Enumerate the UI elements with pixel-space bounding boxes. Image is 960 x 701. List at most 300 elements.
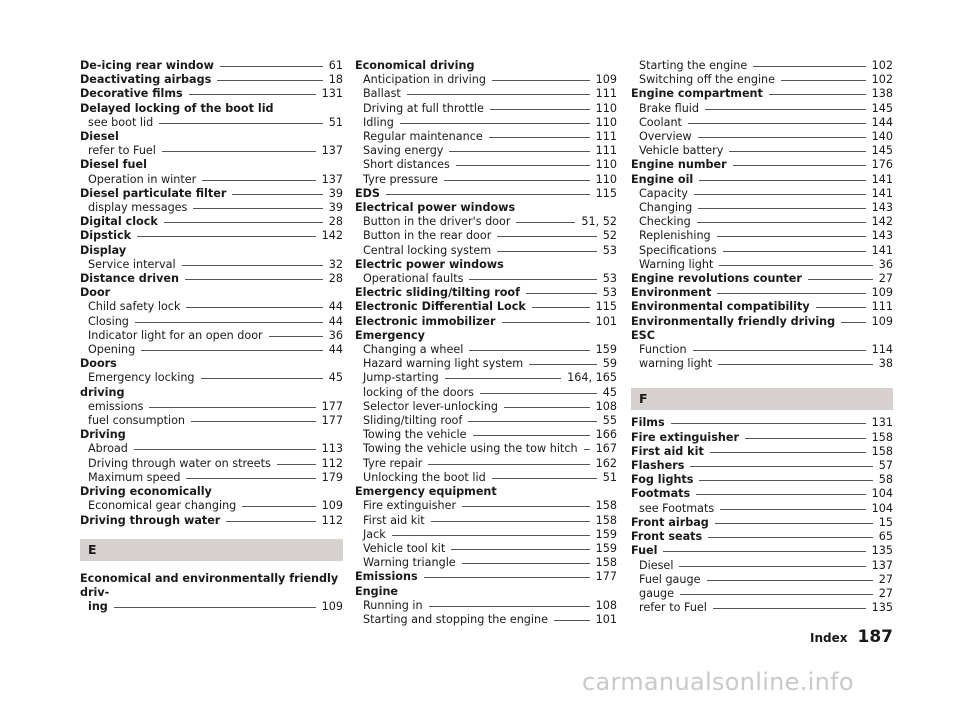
page-reference[interactable]: 39: [328, 201, 343, 215]
page-reference[interactable]: 112: [321, 513, 343, 527]
page-reference[interactable]: 109: [321, 499, 343, 513]
index-subentry[interactable]: [355, 371, 617, 385]
dot-leader: [186, 307, 322, 308]
dot-leader: [753, 66, 865, 67]
dot-leader: [717, 236, 866, 237]
index-subentry-title: warning light: [639, 357, 713, 371]
index-subentry[interactable]: [631, 258, 893, 272]
index-subentry-title: Service interval: [88, 257, 176, 271]
footer-section-label: Index: [810, 631, 848, 645]
index-entry[interactable]: [80, 59, 343, 73]
index-subentry[interactable]: [631, 215, 893, 229]
index-subentry[interactable]: [80, 414, 343, 428]
dot-leader: [841, 322, 866, 323]
index-subentry[interactable]: [631, 587, 893, 601]
index-subentry[interactable]: [631, 102, 893, 116]
page-reference[interactable]: 45: [602, 385, 617, 399]
index-entry[interactable]: [80, 215, 343, 229]
page-reference[interactable]: 104: [871, 487, 893, 501]
index-subentry[interactable]: [80, 457, 343, 471]
index-subentry[interactable]: [355, 272, 617, 286]
page-reference[interactable]: 111: [595, 144, 617, 158]
index-entry[interactable]: [80, 229, 343, 243]
index-subentry[interactable]: [80, 144, 343, 158]
dot-leader: [690, 466, 872, 467]
dot-leader: [429, 606, 590, 607]
index-subentry[interactable]: [355, 87, 617, 101]
page-reference[interactable]: 162: [595, 456, 617, 470]
index-subentry[interactable]: [355, 442, 617, 456]
index-subentry[interactable]: [355, 414, 617, 428]
index-subentry-title: Fire extinguisher: [363, 499, 457, 513]
index-entry[interactable]: [631, 315, 893, 329]
index-subentry-title: Operational faults: [363, 272, 464, 286]
index-subentry[interactable]: [355, 343, 617, 357]
index-subentry[interactable]: [355, 116, 617, 130]
page-reference[interactable]: 109: [321, 600, 343, 614]
index-subentry[interactable]: [355, 244, 617, 258]
page-reference[interactable]: 111: [595, 87, 617, 101]
page-reference[interactable]: 137: [321, 144, 343, 158]
page-reference[interactable]: 52: [602, 229, 617, 243]
page-reference[interactable]: 101: [595, 314, 617, 328]
index-subentry[interactable]: [355, 542, 617, 556]
page-reference[interactable]: 51, 52: [581, 215, 617, 229]
index-entry[interactable]: [631, 272, 893, 286]
index-subentry[interactable]: [80, 499, 343, 513]
index-subentry[interactable]: [631, 357, 893, 371]
dot-leader: [445, 378, 561, 379]
index-entry-title: Engine number: [631, 158, 727, 172]
page-reference[interactable]: 28: [328, 215, 343, 229]
index-subentry[interactable]: [631, 229, 893, 243]
dot-leader: [554, 620, 590, 621]
dot-leader: [449, 151, 589, 152]
dot-leader: [217, 80, 322, 81]
index-subentry[interactable]: [355, 386, 617, 400]
index-entry-title: Environmental compatibility: [631, 300, 810, 314]
page-reference[interactable]: 45: [328, 371, 343, 385]
index-subentry[interactable]: [631, 116, 893, 130]
index-entry[interactable]: [80, 87, 343, 101]
dot-leader: [480, 393, 597, 394]
index-subentry-title: Changing: [639, 201, 693, 215]
page-reference[interactable]: 101: [595, 612, 617, 626]
index-subentry-title: see Footmats: [639, 501, 715, 515]
dot-leader: [189, 94, 316, 95]
dot-leader: [710, 452, 866, 453]
index-subentry-title: Driving through water on streets: [88, 456, 271, 470]
page-reference[interactable]: 142: [321, 229, 343, 243]
index-subentry[interactable]: [80, 201, 343, 215]
page-reference[interactable]: 112: [321, 456, 343, 470]
page-reference[interactable]: 138: [871, 87, 893, 101]
page-reference[interactable]: 177: [321, 414, 343, 428]
index-heading: driving: [80, 385, 125, 399]
page-reference[interactable]: 111: [595, 130, 617, 144]
index-entry[interactable]: [631, 487, 893, 501]
page-reference[interactable]: 108: [595, 598, 617, 612]
index-entry[interactable]: [80, 272, 343, 286]
page-reference[interactable]: 44: [328, 343, 343, 357]
page-reference[interactable]: 110: [595, 101, 617, 115]
index-subentry-title: Towing the vehicle: [363, 428, 467, 442]
index-subentry[interactable]: [355, 130, 617, 144]
page-reference[interactable]: 113: [321, 442, 343, 456]
index-subentry[interactable]: [80, 400, 343, 414]
dot-leader: [717, 293, 865, 294]
index-entry-title: Fog lights: [631, 473, 694, 487]
index-subentry[interactable]: [80, 258, 343, 272]
page-reference[interactable]: 131: [321, 87, 343, 101]
index-entry[interactable]: [355, 570, 617, 584]
page-reference[interactable]: 109: [871, 286, 893, 300]
page-reference[interactable]: 159: [595, 343, 617, 357]
index-subentry-title: Function: [639, 343, 687, 357]
index-subentry[interactable]: [355, 613, 617, 627]
page-reference[interactable]: 177: [595, 570, 617, 584]
index-subentry[interactable]: [355, 499, 617, 513]
index-entry-title: First aid kit: [631, 444, 704, 458]
page-number: 187: [857, 627, 893, 647]
index-entry[interactable]: [355, 300, 617, 314]
dot-leader: [468, 421, 596, 422]
index-entry-title: Electric sliding/tilting roof: [355, 286, 520, 300]
page-reference[interactable]: 61: [328, 59, 343, 72]
index-subentry[interactable]: [80, 315, 343, 329]
page-reference[interactable]: 51: [328, 115, 343, 129]
index-subentry-title: Closing: [88, 314, 129, 328]
index-entry[interactable]: [80, 187, 343, 201]
dot-leader: [715, 523, 873, 524]
page-reference[interactable]: 39: [328, 186, 343, 200]
dot-leader: [164, 222, 323, 223]
index-subentry[interactable]: [631, 73, 893, 87]
index-entry[interactable]: [355, 315, 617, 329]
page-reference[interactable]: 143: [871, 229, 893, 243]
index-subentry-title: display messages: [88, 201, 188, 215]
index-subentry[interactable]: [80, 116, 343, 130]
page-reference[interactable]: 141: [871, 243, 893, 257]
page-reference[interactable]: 44: [328, 300, 343, 314]
index-entry[interactable]: [631, 516, 893, 530]
index-subentry[interactable]: [355, 400, 617, 414]
index-subentry[interactable]: [355, 528, 617, 542]
page-reference[interactable]: 135: [871, 601, 893, 615]
index-entry[interactable]: [80, 514, 343, 528]
index-entry[interactable]: [631, 158, 893, 172]
page-reference[interactable]: 140: [871, 130, 893, 144]
dot-leader: [386, 194, 590, 195]
index-subentry[interactable]: [355, 428, 617, 442]
index-entry-title: Diesel particulate filter: [80, 186, 227, 200]
index-subentry[interactable]: [355, 173, 617, 187]
index-subentry[interactable]: [80, 329, 343, 343]
dot-leader: [781, 80, 866, 81]
index-subentry[interactable]: [355, 144, 617, 158]
dot-leader: [489, 137, 590, 138]
index-subentry-title: Selector lever-unlocking: [363, 399, 498, 413]
page-reference[interactable]: 109: [871, 314, 893, 328]
page-reference[interactable]: 57: [878, 459, 893, 473]
index-heading: Emergency equipment: [355, 485, 497, 499]
index-heading: Delayed locking of the boot lid: [80, 101, 274, 115]
page-reference[interactable]: 58: [878, 473, 893, 487]
page-reference[interactable]: 102: [871, 59, 893, 72]
index-entry[interactable]: [631, 286, 893, 300]
page-reference[interactable]: 27: [878, 272, 893, 286]
page-reference[interactable]: 53: [602, 286, 617, 300]
page-reference[interactable]: 177: [321, 399, 343, 413]
dot-leader: [584, 449, 590, 450]
page-reference[interactable]: 53: [602, 272, 617, 286]
dot-leader: [816, 307, 866, 308]
page-reference[interactable]: 32: [328, 257, 343, 271]
index-subentry[interactable]: [631, 130, 893, 144]
index-entry[interactable]: [80, 73, 343, 87]
index-subentry[interactable]: [355, 73, 617, 87]
index-subentry-title: locking of the doors: [363, 385, 474, 399]
page-reference[interactable]: 176: [871, 158, 893, 172]
page-reference[interactable]: 44: [328, 314, 343, 328]
dot-leader: [671, 423, 866, 424]
page-reference[interactable]: 143: [871, 201, 893, 215]
index-subentry[interactable]: [631, 601, 893, 615]
page-reference[interactable]: 141: [871, 172, 893, 186]
dot-leader: [697, 222, 866, 223]
page-reference[interactable]: 110: [595, 115, 617, 129]
page-reference[interactable]: 158: [595, 513, 617, 527]
index-subentry-title: Coolant: [639, 115, 682, 129]
page-reference[interactable]: 111: [871, 300, 893, 314]
index-subentry-title: Replenishing: [639, 229, 711, 243]
index-subentry[interactable]: [631, 573, 893, 587]
dot-leader: [713, 608, 866, 609]
index-heading: Engine: [355, 584, 399, 598]
index-subentry[interactable]: [355, 471, 617, 485]
index-subentry[interactable]: [80, 471, 343, 485]
index-subentry-title: Central locking system: [363, 243, 492, 257]
page-reference[interactable]: 102: [871, 73, 893, 87]
index-subentry[interactable]: [355, 599, 617, 613]
index-entry[interactable]: [631, 300, 893, 314]
index-entry-title: Digital clock: [80, 215, 158, 229]
page-reference[interactable]: 114: [871, 343, 893, 357]
page-reference[interactable]: 145: [871, 144, 893, 158]
dot-leader: [159, 123, 323, 124]
page-reference[interactable]: 145: [871, 101, 893, 115]
index-subentry[interactable]: [631, 502, 893, 516]
dot-leader: [469, 279, 596, 280]
index-column-3: [631, 59, 893, 615]
page-reference[interactable]: 159: [595, 541, 617, 555]
index-subentry-title: Warning light: [639, 257, 714, 271]
index-subentry-title: Checking: [639, 215, 691, 229]
index-subentry[interactable]: [355, 158, 617, 172]
page-reference[interactable]: 158: [595, 499, 617, 513]
index-entry[interactable]: [631, 473, 893, 487]
index-entry[interactable]: [631, 544, 893, 558]
index-subentry-title: Jump-starting: [363, 371, 439, 385]
page-reference[interactable]: 137: [871, 558, 893, 572]
index-subentry-title: Starting and stopping the engine: [363, 612, 548, 626]
index-entry[interactable]: [631, 416, 893, 430]
page-reference[interactable]: 27: [878, 586, 893, 600]
index-heading: Electrical power windows: [355, 201, 516, 215]
page-reference[interactable]: 115: [595, 300, 617, 314]
section-letter-f: F: [631, 388, 893, 410]
page-reference[interactable]: 142: [871, 215, 893, 229]
index-entry-title: Distance driven: [80, 272, 179, 286]
index-heading: Doors: [80, 357, 117, 371]
page-reference[interactable]: 166: [595, 428, 617, 442]
page-reference[interactable]: 135: [871, 544, 893, 558]
page-reference[interactable]: 65: [878, 530, 893, 544]
index-heading: ESC: [631, 328, 655, 342]
index-entry-title: Front seats: [631, 530, 703, 544]
index-subentry[interactable]: [80, 173, 343, 187]
index-subentry[interactable]: [631, 343, 893, 357]
index-subentry[interactable]: [80, 442, 343, 456]
page-reference[interactable]: 108: [595, 399, 617, 413]
index-entry-title: Environmentally friendly driving: [631, 314, 836, 328]
index-subentry[interactable]: [355, 556, 617, 570]
index-entry-title: Fuel: [631, 544, 658, 558]
index-heading: Diesel: [80, 130, 119, 144]
page-reference[interactable]: 159: [595, 527, 617, 541]
index-subentry[interactable]: [631, 187, 893, 201]
page-reference[interactable]: 164, 165: [567, 371, 617, 385]
index-subentry[interactable]: [355, 514, 617, 528]
page-reference[interactable]: 137: [321, 172, 343, 186]
dot-leader: [490, 109, 590, 110]
page-reference[interactable]: 36: [878, 257, 893, 271]
index-entry[interactable]: [355, 286, 617, 300]
dot-leader: [680, 594, 873, 595]
index-subentry-title: Tyre pressure: [363, 172, 438, 186]
page-reference[interactable]: 27: [878, 572, 893, 586]
index-entry-title: Decorative films: [80, 87, 183, 101]
index-subentry[interactable]: [631, 144, 893, 158]
dot-leader: [679, 566, 865, 567]
page-reference[interactable]: 158: [871, 430, 893, 444]
index-entry[interactable]: [631, 431, 893, 445]
index-entry-title: Engine compartment: [631, 87, 763, 101]
page-reference[interactable]: 55: [602, 414, 617, 428]
index-subentry-title: Driving at full throttle: [363, 101, 484, 115]
page-reference[interactable]: 158: [871, 444, 893, 458]
index-subentry-title: Warning triangle: [363, 556, 456, 570]
page-reference[interactable]: 144: [871, 115, 893, 129]
index-entry-title: Emissions: [355, 570, 418, 584]
index-subentry-title: Abroad: [88, 442, 128, 456]
index-subentry[interactable]: [355, 457, 617, 471]
index-entry[interactable]: [631, 173, 893, 187]
page-reference[interactable]: 141: [871, 186, 893, 200]
index-entry-title: De-icing rear window: [80, 59, 214, 72]
index-subentry[interactable]: [80, 371, 343, 385]
index-subentry[interactable]: [355, 215, 617, 229]
index-heading: Economical driving: [355, 59, 475, 72]
index-subentry-title: Hazard warning light system: [363, 357, 524, 371]
index-subentry-title: Operation in winter: [88, 172, 197, 186]
page-reference[interactable]: 110: [595, 172, 617, 186]
page-footer: [800, 627, 893, 647]
index-column-2: [355, 59, 617, 627]
index-entry-title: Deactivating airbags: [80, 73, 212, 87]
index-subentry-title: emissions: [88, 399, 144, 413]
index-subentry[interactable]: [80, 343, 343, 357]
index-subentry-title: refer to Fuel: [88, 144, 156, 158]
index-subentry[interactable]: [631, 559, 893, 573]
index-entry-title: Front airbag: [631, 515, 709, 529]
page-reference[interactable]: 109: [595, 73, 617, 87]
page-reference[interactable]: 28: [328, 272, 343, 286]
dot-leader: [693, 350, 866, 351]
index-entry[interactable]: [631, 87, 893, 101]
dot-leader: [492, 80, 590, 81]
index-heading: Emergency: [355, 328, 425, 342]
index-entry-title-cont: ing: [88, 600, 108, 614]
index-entry[interactable]: [631, 445, 893, 459]
index-entry[interactable]: [631, 459, 893, 473]
dot-leader: [232, 194, 322, 195]
index-subentry[interactable]: [631, 201, 893, 215]
index-subentry[interactable]: [631, 59, 893, 73]
index-subentry[interactable]: [355, 102, 617, 116]
index-subentry[interactable]: [355, 357, 617, 371]
page-reference[interactable]: 167: [595, 442, 617, 456]
dot-leader: [733, 165, 866, 166]
dot-leader: [182, 265, 323, 266]
index-entry[interactable]: [80, 572, 343, 615]
dot-leader: [141, 350, 323, 351]
page-reference[interactable]: 131: [871, 416, 893, 430]
page-reference[interactable]: 53: [602, 243, 617, 257]
page-reference[interactable]: 38: [878, 357, 893, 371]
dot-leader: [492, 478, 597, 479]
page-reference[interactable]: 104: [871, 501, 893, 515]
index-subentry-title: refer to Fuel: [639, 601, 707, 615]
index-subentry[interactable]: [355, 229, 617, 243]
index-subentry[interactable]: [80, 300, 343, 314]
page-reference[interactable]: 110: [595, 158, 617, 172]
page-reference[interactable]: 179: [321, 470, 343, 484]
dot-leader: [193, 208, 322, 209]
index-subentry-title: Short distances: [363, 158, 450, 172]
index-entry-title: Economical and environmentally friendly driv-: [80, 571, 339, 599]
page-reference[interactable]: 51: [602, 470, 617, 484]
index-subentry-title: Child safety lock: [88, 300, 181, 314]
index-entry-title: Engine oil: [631, 172, 694, 186]
dot-leader: [745, 438, 866, 439]
index-entry[interactable]: [631, 530, 893, 544]
dot-leader: [191, 421, 316, 422]
index-entry[interactable]: [355, 187, 617, 201]
page-reference[interactable]: 158: [595, 556, 617, 570]
dot-leader: [242, 506, 315, 507]
page-reference[interactable]: 15: [878, 515, 893, 529]
index-subentry-title: Starting the engine: [639, 59, 748, 72]
page-reference[interactable]: 115: [595, 186, 617, 200]
page-reference[interactable]: 59: [602, 357, 617, 371]
dot-leader: [694, 194, 866, 195]
dot-leader: [729, 151, 865, 152]
page-reference[interactable]: 36: [328, 328, 343, 342]
index-subentry[interactable]: [631, 244, 893, 258]
dot-leader: [708, 537, 873, 538]
page-reference[interactable]: 18: [328, 73, 343, 87]
